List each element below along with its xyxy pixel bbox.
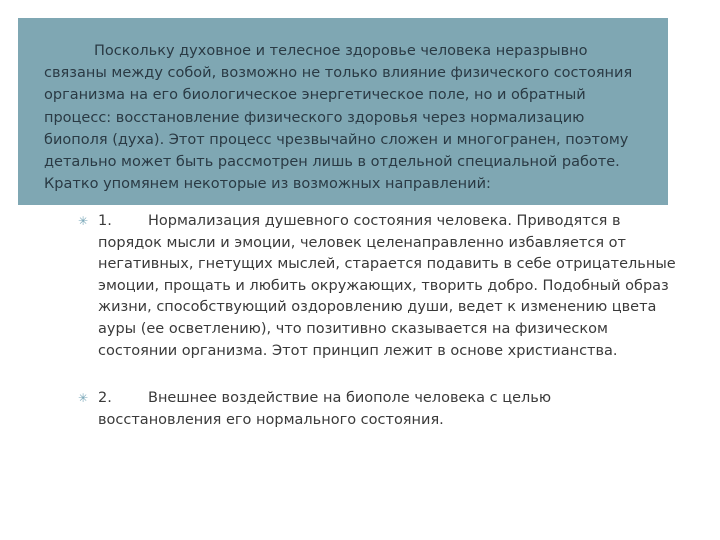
list-item-text: Внешнее воздействие на биополе человека с целью восстановления его нормального состояния. xyxy=(98,390,552,428)
intro-paragraph: Поскольку духовное и телесное здоровье человека неразрывно связаны между собой, возможно не только влияние физического состояния организма на его биологическое энергетическое поле, но и обратный процесс: восстановление физического здоровья через нормализацию биополя (духа). Этот процесс чрезвычайно сложен и многогранен, поэтому детально может быть рассмотрен лишь в отдельной специальной работе. Кратко упомянем некоторые из возможных направлений: xyxy=(44,43,633,193)
list xyxy=(78,211,678,431)
list-item xyxy=(78,388,678,431)
list-item-number: 1. xyxy=(98,213,112,229)
star-bullet-icon: ✳ xyxy=(78,214,89,228)
list-item-number: 2. xyxy=(98,390,112,407)
list-item-text: Нормализация душевного состояния человека. Приводятся в порядок мысли и эмоции, человек целенаправленно избавляется от негативных, гнетущих мыслей, старается подавить в себе отрицательные эмоции, прощать и любить окружающих, творить добро. Подобный образ жизни, способствующий оздоровлению души, ведет к изменению цвета ауры (ее осветлению), что позитивно сказывается на физическом состоянии организма. Этот принцип лежит в основе христианства. xyxy=(98,213,676,359)
list-item xyxy=(78,211,678,362)
star-bullet-icon: ✳ xyxy=(78,391,89,406)
intro-block xyxy=(18,18,668,205)
